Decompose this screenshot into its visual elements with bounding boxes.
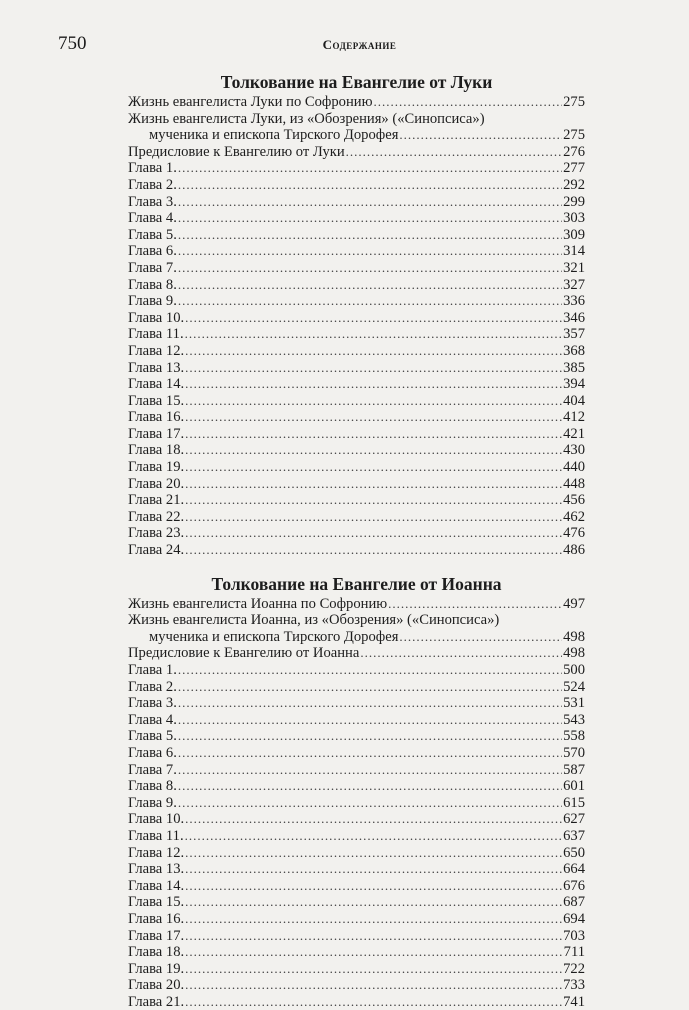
chapter-page: 601 [563,778,585,795]
chapter-label: Глава 10. [128,309,185,326]
toc-chapter-entry [128,811,585,828]
dot-leader [178,679,562,696]
toc-entry [128,144,585,161]
toc-entry-label: Жизнь евангелиста Иоанна по Софронию [128,595,388,612]
chapter-page: 650 [563,844,585,861]
dot-leader [185,409,562,426]
dot-leader [178,695,562,712]
chapter-label: Глава 1. [128,160,177,177]
toc-chapter-entry [128,695,585,712]
toc-entry-label: Жизнь евангелиста Луки, из «Обозрения» («Синопсиса») [128,110,485,127]
chapter-page: 292 [563,176,585,193]
chapter-page: 587 [563,761,585,778]
chapter-label: Глава 22. [128,508,185,525]
toc-chapter-entry [128,293,585,310]
chapter-page: 500 [563,662,585,678]
chapter-label: Глава 16. [128,910,185,927]
dot-leader [185,442,562,459]
chapter-page: 430 [563,442,585,459]
toc-chapter-entry [128,845,585,862]
toc-entry-label: Предисловие к Евангелию от Иоанна [128,645,360,662]
chapter-page: 558 [563,728,585,745]
chapter-label: Глава 9. [128,794,177,811]
chapter-label: Глава 12. [128,342,185,359]
chapter-label: Глава 24. [128,542,185,559]
chapter-page: 321 [563,259,585,276]
toc-entry-label: Жизнь евангелиста Луки по Софронию [128,94,373,110]
chapter-label: Глава 7. [128,761,177,778]
chapter-page: 336 [563,293,585,310]
dot-leader [185,911,562,928]
toc-entry [128,94,585,111]
toc-entry-page: 275 [563,127,585,144]
toc-chapter-entry [128,326,585,343]
section-title-luke: Толкование на Евангелие от Луки [220,72,493,92]
chapter-label: Глава 13. [128,861,185,878]
toc-entry-page: 497 [563,595,585,612]
chapter-label: Глава 15. [128,392,185,409]
chapter-page: 421 [563,425,585,442]
chapter-page: 346 [563,309,585,326]
toc-chapter-entry [128,778,585,795]
chapter-label: Глава 10. [128,811,185,828]
chapter-label: Глава 17. [128,927,185,944]
chapter-label: Глава 4. [128,210,177,227]
dot-leader [185,525,562,542]
chapter-page: 327 [563,276,585,293]
chapter-page: 711 [563,944,585,961]
chapter-page: 314 [563,243,585,260]
chapter-page: 385 [563,359,585,376]
toc-chapter-entry [128,360,585,377]
chapter-page: 637 [563,827,585,844]
dot-leader [185,492,562,509]
chapter-label: Глава 4. [128,711,177,728]
dot-leader [388,596,562,613]
dot-leader [185,459,562,476]
toc-entry-label: Жизнь евангелиста Иоанна, из «Обозрения» («Синопсиса») [128,612,500,629]
toc-chapter-entry [128,393,585,410]
dot-leader [185,426,562,443]
dot-leader [178,662,562,679]
dot-leader [185,928,562,945]
toc-chapter-entry [128,227,585,244]
toc-chapter-entry [128,542,585,559]
toc-chapter-entry [128,509,585,526]
dot-leader [178,160,562,177]
chapter-label: Глава 3. [128,695,177,712]
toc-entry-page: 276 [563,143,585,160]
chapter-page: 357 [563,326,585,343]
dot-leader [399,127,562,144]
chapter-label: Глава 18. [128,944,185,961]
chapter-page: 627 [563,811,585,828]
chapter-page: 440 [563,459,585,476]
dot-leader [185,845,562,862]
toc-chapter-entry [128,961,585,978]
toc-entry-page: 498 [563,645,585,662]
chapter-label: Глава 12. [128,844,185,861]
toc-chapter-entry [128,194,585,211]
dot-leader [178,194,562,211]
chapter-label: Глава 8. [128,778,177,795]
dot-leader [185,343,562,360]
toc-chapter-entry [128,944,585,961]
toc-chapter-entry [128,177,585,194]
dot-leader [178,762,562,779]
chapter-label: Глава 6. [128,744,177,761]
dot-leader [360,645,562,662]
dot-leader [374,94,563,111]
section-title-john: Толкование на Евангелие от Иоанна [211,573,502,594]
toc-chapter-entry [128,911,585,928]
dot-leader [185,509,562,526]
chapter-page: 486 [563,542,585,559]
toc-chapter-entry [128,712,585,729]
chapter-label: Глава 18. [128,442,185,459]
toc-entry-label-continued: мученика и епископа Тирского Дорофея [149,127,399,144]
chapter-label: Глава 17. [128,425,185,442]
chapter-label: Глава 2. [128,678,177,695]
toc-chapter-entry [128,828,585,845]
chapter-page: 524 [563,678,585,695]
dot-leader [178,778,562,795]
dot-leader [178,795,562,812]
chapter-label: Глава 5. [128,728,177,745]
chapter-label: Глава 20. [128,977,185,994]
chapter-label: Глава 14. [128,877,185,894]
chapter-page: 404 [563,392,585,409]
dot-leader [346,144,562,161]
toc-chapter-entry [128,894,585,911]
chapter-label: Глава 5. [128,226,177,243]
chapter-page: 277 [563,160,585,177]
page-number: 750 [58,33,87,54]
dot-leader [185,476,562,493]
dot-leader [185,894,562,911]
chapter-page: 448 [563,475,585,492]
chapter-label: Глава 20. [128,475,185,492]
chapter-page: 676 [563,877,585,894]
toc-chapter-entry [128,795,585,812]
chapter-page: 299 [563,193,585,210]
chapter-page: 368 [563,342,585,359]
toc-chapter-entry [128,310,585,327]
john-chapter-list [128,662,585,1010]
toc-entry [128,127,585,144]
toc-chapter-entry [128,762,585,779]
chapter-page: 694 [563,910,585,927]
toc-chapter-entry [128,745,585,762]
dot-leader [178,210,562,227]
chapter-page: 687 [563,894,585,911]
toc-chapter-entry [128,376,585,393]
chapter-page: 741 [563,993,585,1010]
page-header [58,33,661,59]
toc-chapter-entry [128,426,585,443]
chapter-label: Глава 23. [128,525,185,542]
toc-chapter-entry [128,977,585,994]
dot-leader [185,811,562,828]
dot-leader [399,629,562,646]
dot-leader [178,243,562,260]
toc-chapter-entry [128,277,585,294]
chapter-page: 722 [563,960,585,977]
toc-chapter-entry [128,210,585,227]
chapter-label: Глава 13. [128,359,185,376]
dot-leader [178,227,562,244]
toc-chapter-entry [128,442,585,459]
toc-chapter-entry [128,243,585,260]
chapter-page: 543 [563,711,585,728]
toc-chapter-entry [128,662,585,679]
toc-chapter-entry [128,728,585,745]
toc-chapter-entry [128,260,585,277]
chapter-label: Глава 3. [128,193,177,210]
toc-entry-page: 498 [563,628,585,645]
dot-leader [185,944,562,961]
chapter-label: Глава 19. [128,459,185,476]
toc-entry-label-continued: мученика и епископа Тирского Дорофея [149,628,399,645]
chapter-label: Глава 21. [128,492,185,509]
chapter-label: Глава 1. [128,662,177,678]
chapter-label: Глава 19. [128,960,185,977]
toc-chapter-entry [128,928,585,945]
chapter-label: Глава 21. [128,993,185,1010]
dot-leader [185,326,562,343]
toc-chapter-entry [128,459,585,476]
chapter-page: 664 [563,861,585,878]
table-of-contents [128,70,585,1010]
chapter-page: 462 [563,508,585,525]
chapter-page: 303 [563,210,585,227]
dot-leader [178,277,562,294]
toc-entry [128,629,585,646]
chapter-label: Глава 6. [128,243,177,260]
chapter-page: 570 [563,744,585,761]
dot-leader [185,994,562,1010]
dot-leader [185,542,562,559]
toc-entry-page: 275 [563,94,585,110]
toc-chapter-entry [128,409,585,426]
toc-chapter-entry [128,492,585,509]
chapter-label: Глава 15. [128,894,185,911]
chapter-page: 476 [563,525,585,542]
dot-leader [178,293,562,310]
toc-entry [128,645,585,662]
chapter-page: 615 [563,794,585,811]
toc-entry [128,596,585,613]
dot-leader [185,393,562,410]
dot-leader [178,177,562,194]
chapter-page: 412 [563,409,585,426]
dot-leader [185,376,562,393]
toc-chapter-entry [128,343,585,360]
running-title: Содержание [322,37,397,52]
chapter-label: Глава 7. [128,259,177,276]
dot-leader [185,360,562,377]
dot-leader [178,260,562,277]
chapter-label: Глава 14. [128,376,185,393]
toc-chapter-entry [128,476,585,493]
chapter-page: 394 [563,376,585,393]
dot-leader [178,712,562,729]
chapter-label: Глава 2. [128,176,177,193]
dot-leader [185,961,562,978]
chapter-page: 703 [563,927,585,944]
chapter-page: 309 [563,226,585,243]
dot-leader [178,745,562,762]
toc-chapter-entry [128,994,585,1010]
chapter-label: Глава 11. [128,827,184,844]
toc-chapter-entry [128,525,585,542]
luke-chapter-list [128,160,585,558]
dot-leader [178,728,562,745]
toc-chapter-entry [128,861,585,878]
chapter-page: 531 [563,695,585,712]
chapter-label: Глава 8. [128,276,177,293]
chapter-label: Глава 11. [128,326,184,343]
dot-leader [185,878,562,895]
chapter-label: Глава 9. [128,293,177,310]
chapter-label: Глава 16. [128,409,185,426]
chapter-page: 733 [563,977,585,994]
dot-leader [185,861,562,878]
chapter-page: 456 [563,492,585,509]
toc-chapter-entry [128,878,585,895]
dot-leader [185,977,562,994]
dot-leader [185,310,562,327]
toc-chapter-entry [128,679,585,696]
toc-entry-label: Предисловие к Евангелию от Луки [128,143,345,160]
dot-leader [185,828,562,845]
toc-chapter-entry [128,160,585,177]
